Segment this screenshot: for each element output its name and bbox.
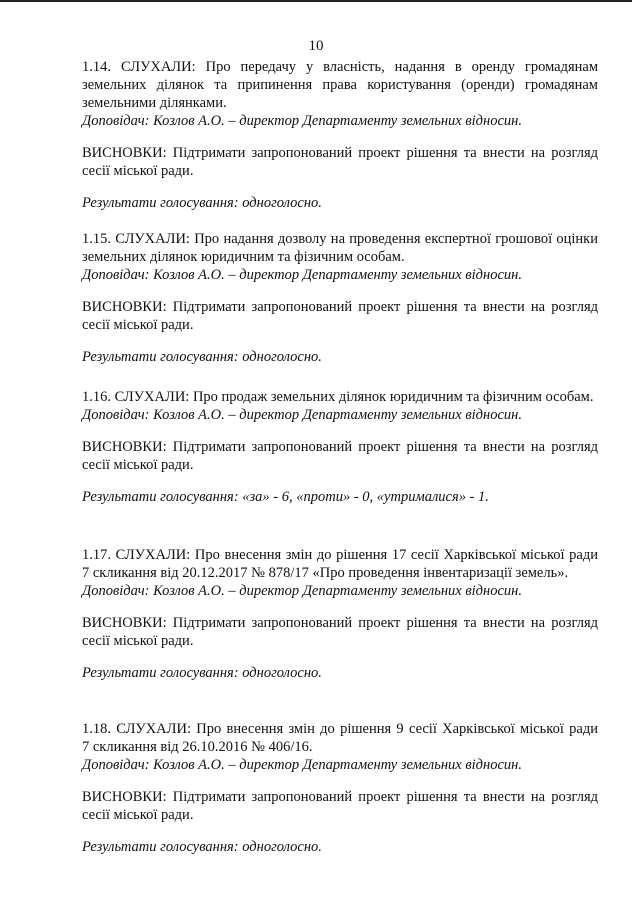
agenda-item-1-14 [82,58,598,212]
agenda-item-1-18 [82,720,598,856]
item-conclusion: ВИСНОВКИ: Підтримати запропонований проект рішення та внести на розгляд сесії міської ради. [82,299,598,333]
item-conclusion: ВИСНОВКИ: Підтримати запропонований проект рішення та внести на розгляд сесії міської ради. [82,439,598,473]
item-conclusion: ВИСНОВКИ: Підтримати запропонований проект рішення та внести на розгляд сесії міської ради. [82,145,598,179]
item-heading-continuation: 7 скликання від 26.10.2016 № 406/16. [82,739,313,755]
item-speaker: Доповідач: Козлов А.О. – директор Департаменту земельних відносин. [82,113,522,129]
item-vote-result: Результати голосування: одноголосно. [82,349,322,365]
item-speaker: Доповідач: Козлов А.О. – директор Департаменту земельних відносин. [82,267,522,283]
item-heading: 1.15. СЛУХАЛИ: Про надання дозволу на проведення експертної грошової оцінки земельних ділянок юридичним та фізичним особам. [82,231,598,265]
item-speaker: Доповідач: Козлов А.О. – директор Департаменту земельних відносин. [82,407,522,423]
item-speaker: Доповідач: Козлов А.О. – директор Департаменту земельних відносин. [82,583,522,599]
page-number: 10 [308,38,324,54]
item-vote-result: Результати голосування: «за» - 6, «проти» - 0, «утрималися» - 1. [82,489,489,505]
agenda-item-1-15 [82,230,598,366]
item-speaker: Доповідач: Козлов А.О. – директор Департаменту земельних відносин. [82,757,522,773]
item-heading: 1.18. СЛУХАЛИ: Про внесення змін до рішення 9 сесії Харківської міської ради [82,721,598,737]
item-heading-continuation: 7 скликання від 20.12.2017 № 878/17 «Про проведення інвентаризації земель». [82,565,569,581]
top-border-line [0,0,632,2]
agenda-item-1-17 [82,546,598,682]
agenda-item-1-16 [82,388,598,506]
item-vote-result: Результати голосування: одноголосно. [82,839,322,855]
item-heading: 1.14. СЛУХАЛИ: Про передачу у власність, надання в оренду громадянам земельних ділянок та припинення права користування (оренди) громадянам земельними ділянками. [82,59,598,111]
item-vote-result: Результати голосування: одноголосно. [82,195,322,211]
item-conclusion: ВИСНОВКИ: Підтримати запропонований проект рішення та внести на розгляд сесії міської ради. [82,615,598,649]
item-heading: 1.17. СЛУХАЛИ: Про внесення змін до рішення 17 сесії Харківської міської ради [82,547,598,563]
item-vote-result: Результати голосування: одноголосно. [82,665,322,681]
item-heading: 1.16. СЛУХАЛИ: Про продаж земельних ділянок юридичним та фізичним особам. [82,389,594,405]
item-conclusion: ВИСНОВКИ: Підтримати запропонований проект рішення та внести на розгляд сесії міської ради. [82,789,598,823]
